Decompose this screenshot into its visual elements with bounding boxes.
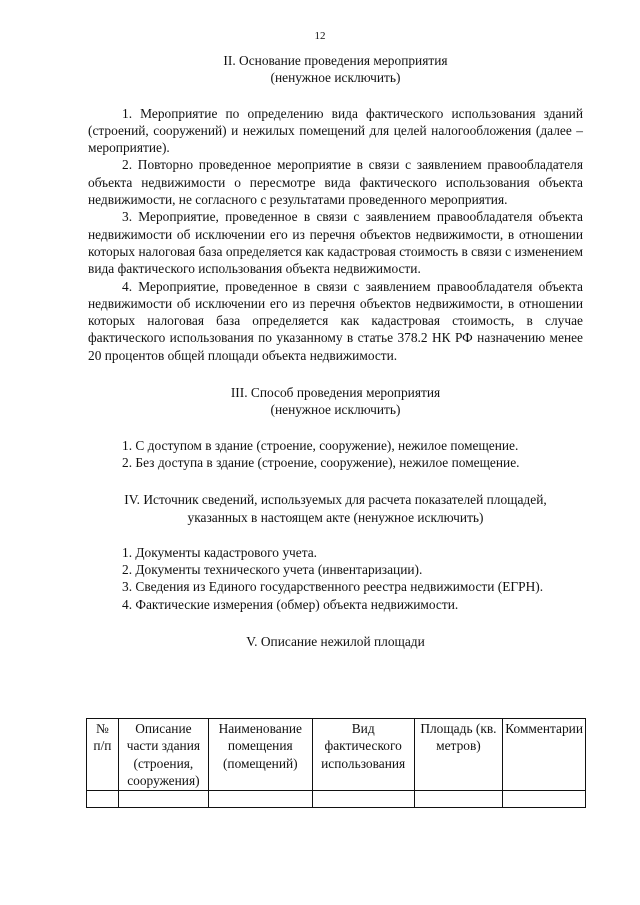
section-2-item-2: 2. Повторно проведенное мероприятие в связи с заявлением правообладателя объекта недвижимости о пересмотре вида фактического использования объекта недвижимости, не согласного с результатами проведенного мероприятия. <box>88 157 583 208</box>
header-area: Площадь (кв. метров) <box>414 719 503 791</box>
section-2-item-4: 4. Мероприятие, проведенное в связи с заявлением правообладателя объекта недвижимости об исключении его из перечня объектов недвижимости, в отношении которых налоговая база определяется как кадастровая стоимость, в случае фактического использования по указанному в статье 378.2 НК РФ назначению менее 20 процентов общей площади объекта недвижимости. <box>88 278 583 363</box>
section-3-title: III. Способ проведения мероприятия <box>230 385 441 401</box>
document-body <box>88 52 583 650</box>
table-cell <box>414 791 503 808</box>
table-cell <box>208 791 312 808</box>
table-row <box>87 791 586 808</box>
section-3-item-2: 2. Без доступа в здание (строение, сооружение), нежилое помещение. <box>122 454 520 470</box>
section-4-item-1: 1. Документы кадастрового учета. <box>122 544 317 560</box>
header-number: № п/п <box>87 719 119 791</box>
section-2-item-3: 3. Мероприятие, проведенное в связи с заявлением правообладателя объекта недвижимости об исключении его из перечня объектов недвижимости, в отношении которых налоговая база определяется как кадастровая стоимость в связи с изменением вида фактического использования объекта недвижимости. <box>88 209 584 277</box>
section-3-subtitle: (ненужное исключить) <box>270 402 401 418</box>
header-usage-type: Вид фактического использования <box>312 719 414 791</box>
page-number: 12 <box>314 30 326 42</box>
section-2-title: II. Основание проведения мероприятия <box>223 53 448 68</box>
section-3-item-1: 1. С доступом в здание (строение, сооружение), нежилое помещение. <box>122 437 519 453</box>
section-4-item-3: 3. Сведения из Единого государственного реестра недвижимости (ЕГРН). <box>122 579 544 595</box>
section-4-item-4: 4. Фактические измерения (обмер) объекта недвижимости. <box>122 596 459 612</box>
table-cell <box>118 791 208 808</box>
section-4-title-line-1: IV. Источник сведений, используемых для расчета показателей площадей, <box>124 492 547 508</box>
header-building-part: Описание части здания (строения, сооружения) <box>118 719 208 791</box>
table-cell <box>312 791 414 808</box>
section-2-subtitle: (ненужное исключить) <box>270 70 401 86</box>
table-cell <box>87 791 119 808</box>
section-4-title-line-2: указанных в настоящем акте (ненужное исключить) <box>187 509 484 525</box>
table-header-row <box>87 719 586 791</box>
table-cell <box>503 791 586 808</box>
header-comments: Комментарии <box>503 719 586 791</box>
header-premises-name: Наименование помещения (помещений) <box>208 719 312 791</box>
non-residential-area-table <box>86 718 586 808</box>
section-4-item-2: 2. Документы технического учета (инвентаризации). <box>122 562 423 578</box>
section-5-title: V. Описание нежилой площади <box>246 634 425 650</box>
section-2-item-1: 1. Мероприятие по определению вида фактического использования зданий (строений, сооружений) и нежилых помещений для целей налогообложения (далее – мероприятие). <box>88 105 583 156</box>
